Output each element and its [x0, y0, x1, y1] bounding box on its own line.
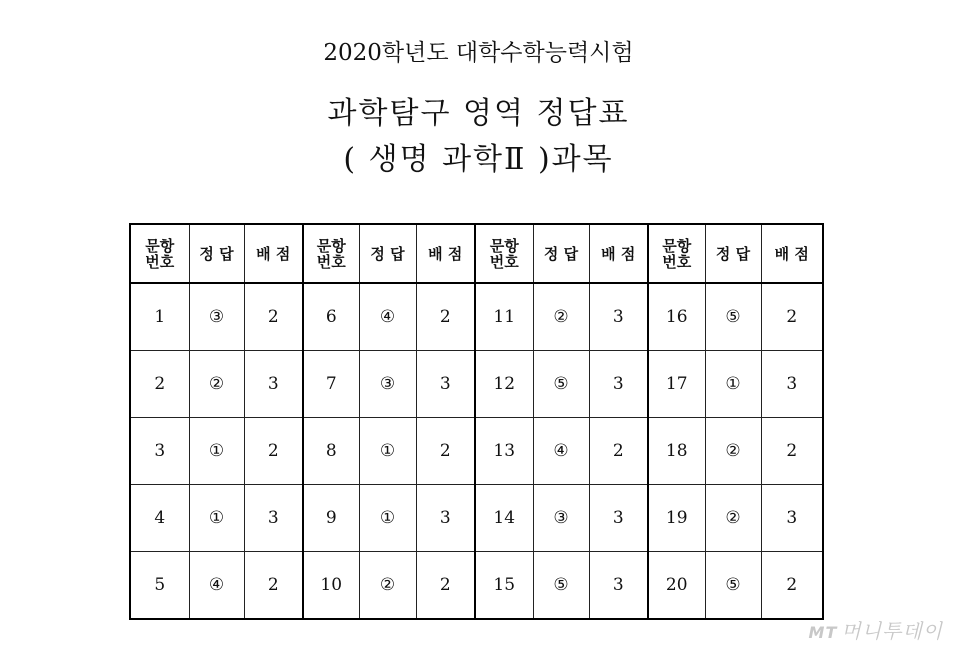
answer-cell: ① — [359, 485, 416, 552]
points-cell: 2 — [761, 418, 823, 485]
question-number-cell: 7 — [303, 351, 359, 418]
question-number-cell: 11 — [475, 283, 533, 351]
table-row — [130, 283, 823, 351]
points-cell: 3 — [244, 485, 303, 552]
question-number-cell: 20 — [648, 552, 705, 620]
header-question-number-line1: 문항 — [662, 236, 692, 255]
watermark-text: 머니투데이 — [841, 619, 943, 643]
table-row — [130, 552, 823, 620]
points-cell: 2 — [244, 283, 303, 351]
header-question-number-line2: 번호 — [316, 252, 346, 271]
question-number-cell: 17 — [648, 351, 705, 418]
answer-cell: ① — [359, 418, 416, 485]
points-cell: 3 — [589, 351, 648, 418]
header-question-number-line1: 문항 — [316, 236, 346, 255]
answer-table — [129, 223, 824, 620]
header-question-number — [303, 224, 359, 283]
watermark-logo: MT — [808, 623, 838, 642]
question-number-cell: 3 — [130, 418, 189, 485]
question-number-cell: 12 — [475, 351, 533, 418]
header-question-number-line2: 번호 — [662, 252, 692, 271]
answer-cell: ③ — [189, 283, 244, 351]
header-row — [130, 224, 823, 283]
header-answer: 정 답 — [359, 224, 416, 283]
header-question-number — [648, 224, 705, 283]
answer-cell: ⑤ — [533, 552, 589, 620]
points-cell: 3 — [761, 485, 823, 552]
answer-cell: ⑤ — [533, 351, 589, 418]
table-row — [130, 418, 823, 485]
header-question-number-line2: 번호 — [489, 252, 519, 271]
points-cell: 3 — [589, 283, 648, 351]
header-answer: 정 답 — [533, 224, 589, 283]
points-cell: 3 — [416, 485, 475, 552]
answer-cell: ② — [533, 283, 589, 351]
question-number-cell: 9 — [303, 485, 359, 552]
points-cell: 3 — [761, 351, 823, 418]
watermark — [809, 615, 943, 644]
question-number-cell: 4 — [130, 485, 189, 552]
header-question-number-line2: 번호 — [145, 252, 175, 271]
subject-title: ( 생명 과학Ⅱ )과목 — [343, 142, 614, 177]
header-points: 배 점 — [244, 224, 303, 283]
answer-cell: ② — [705, 418, 761, 485]
points-cell: 3 — [416, 351, 475, 418]
header-answer: 정 답 — [189, 224, 244, 283]
points-cell: 2 — [244, 418, 303, 485]
question-number-cell: 10 — [303, 552, 359, 620]
question-number-cell: 15 — [475, 552, 533, 620]
question-number-cell: 18 — [648, 418, 705, 485]
question-number-cell: 5 — [130, 552, 189, 620]
question-number-cell: 1 — [130, 283, 189, 351]
answer-cell: ① — [705, 351, 761, 418]
question-number-cell: 6 — [303, 283, 359, 351]
header-points: 배 점 — [761, 224, 823, 283]
points-cell: 3 — [589, 485, 648, 552]
question-number-cell: 14 — [475, 485, 533, 552]
exam-title: 2020학년도 대학수학능력시험 — [323, 40, 634, 66]
header-points: 배 점 — [416, 224, 475, 283]
points-cell: 2 — [416, 283, 475, 351]
answer-cell: ⑤ — [705, 552, 761, 620]
question-number-cell: 8 — [303, 418, 359, 485]
answer-cell: ① — [189, 418, 244, 485]
points-cell: 2 — [416, 418, 475, 485]
header-question-number-line1: 문항 — [489, 236, 519, 255]
header-points: 배 점 — [589, 224, 648, 283]
table-row — [130, 351, 823, 418]
header-question-number — [130, 224, 189, 283]
points-cell: 3 — [244, 351, 303, 418]
points-cell: 2 — [761, 283, 823, 351]
points-cell: 2 — [589, 418, 648, 485]
answer-cell: ④ — [359, 283, 416, 351]
header-question-number-line1: 문항 — [145, 236, 175, 255]
question-number-cell: 19 — [648, 485, 705, 552]
question-number-cell: 16 — [648, 283, 705, 351]
answer-cell: ① — [189, 485, 244, 552]
answer-sheet-title: 과학탐구 영역 정답표 — [327, 96, 630, 131]
answer-cell: ③ — [359, 351, 416, 418]
answer-cell: ④ — [189, 552, 244, 620]
answer-cell: ③ — [533, 485, 589, 552]
points-cell: 3 — [589, 552, 648, 620]
question-number-cell: 13 — [475, 418, 533, 485]
answer-cell: ④ — [533, 418, 589, 485]
answer-cell: ② — [359, 552, 416, 620]
answer-cell: ② — [189, 351, 244, 418]
points-cell: 2 — [416, 552, 475, 620]
points-cell: 2 — [761, 552, 823, 620]
points-cell: 2 — [244, 552, 303, 620]
answer-cell: ② — [705, 485, 761, 552]
header-question-number — [475, 224, 533, 283]
answer-cell: ⑤ — [705, 283, 761, 351]
question-number-cell: 2 — [130, 351, 189, 418]
header-answer: 정 답 — [705, 224, 761, 283]
table-row — [130, 485, 823, 552]
